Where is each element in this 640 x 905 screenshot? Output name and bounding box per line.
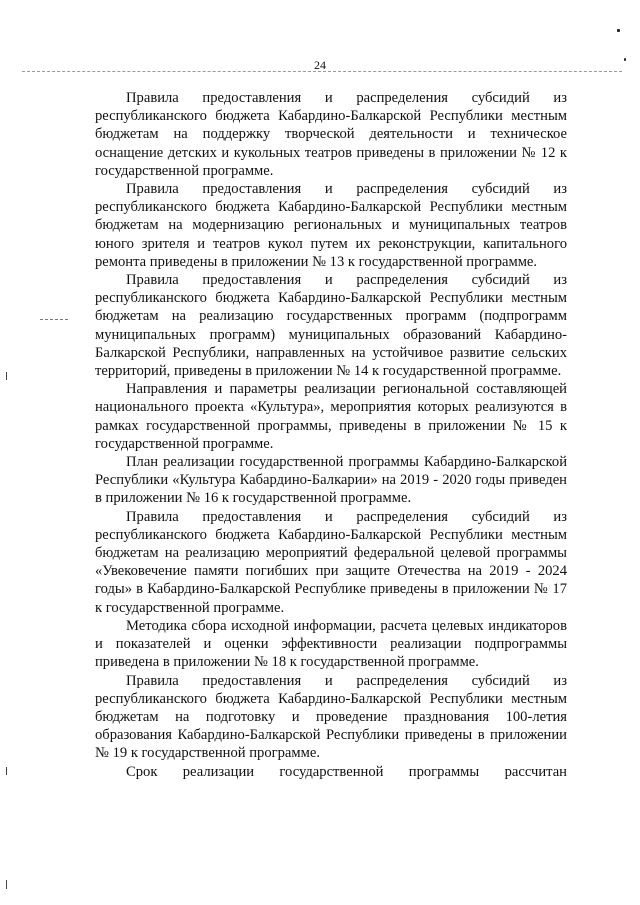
scan-edge-mark [6, 767, 7, 775]
scan-speck [624, 58, 626, 61]
margin-mark [40, 319, 68, 320]
paragraph: Правила предоставления и распределения субсидий из республиканского бюджета Кабардино-Балкарской Республики местным бюджетам на подготовку и проведение празднования 100-летия образования Кабардино-Балкарской Республики приведены в приложении № 19 к государственной программе. [95, 672, 567, 762]
page-number: 24 [314, 58, 326, 72]
scan-speck [617, 29, 620, 32]
paragraph: Срок реализации государственной программы рассчитан [126, 763, 567, 780]
paragraph: Правила предоставления и распределения субсидий из республиканского бюджета Кабардино-Балкарской Республики местным бюджетам на реализацию мероприятий федеральной целевой программы «Увековечение памяти погибших при защите Отечества на 2019 - 2024 годы» в Кабардино-Балкарской Республике приведены в приложении № 17 к государственной программе. [95, 508, 567, 616]
scan-edge-mark [6, 372, 7, 380]
paragraph: Методика сбора исходной информации, расчета целевых индикаторов и показателей и оценки эффективности реализации подпрограммы приведена в приложении № 18 к государственной программе. [95, 617, 567, 671]
paragraph: Правила предоставления и распределения субсидий из республиканского бюджета Кабардино-Балкарской Республики местным бюджетам на поддержку творческой деятельности и техническое оснащение детских и кукольных театров приведены в приложении № 12 к государственной программе. [95, 90, 567, 179]
paragraph: Правила предоставления и распределения субсидий из республиканского бюджета Кабардино-Балкарской Республики местным бюджетам на реализацию государственных программ (подпрограмм муниципальных программ) муниципальных образований Кабардино-Балкарской Республики, направленных на устойчивое развитие сельских территорий, приведены в приложении № 14 к государственной программе. [95, 272, 567, 380]
paragraph: Направления и параметры реализации региональной составляющей национального проекта «Культура», мероприятия которых реализуются в рамках государственной программы, приведены в приложении № 15 к государственной программе. [95, 381, 567, 452]
scan-edge-mark [6, 880, 7, 889]
paragraph: Правила предоставления и распределения субсидий из республиканского бюджета Кабардино-Балкарской Республики местным бюджетам на модернизацию региональных и муниципальных театров юного зрителя и театров кукол путем их реконструкции, капитального ремонта приведены в приложении № 13 к государственной программе. [95, 181, 567, 270]
document-body [95, 89, 567, 781]
header-rule [22, 71, 622, 72]
paragraph: План реализации государственной программы Кабардино-Балкарской Республики «Культура Кабардино-Балкарии» на 2019 - 2020 годы приведен в приложении № 16 к государственной программе. [95, 454, 567, 507]
